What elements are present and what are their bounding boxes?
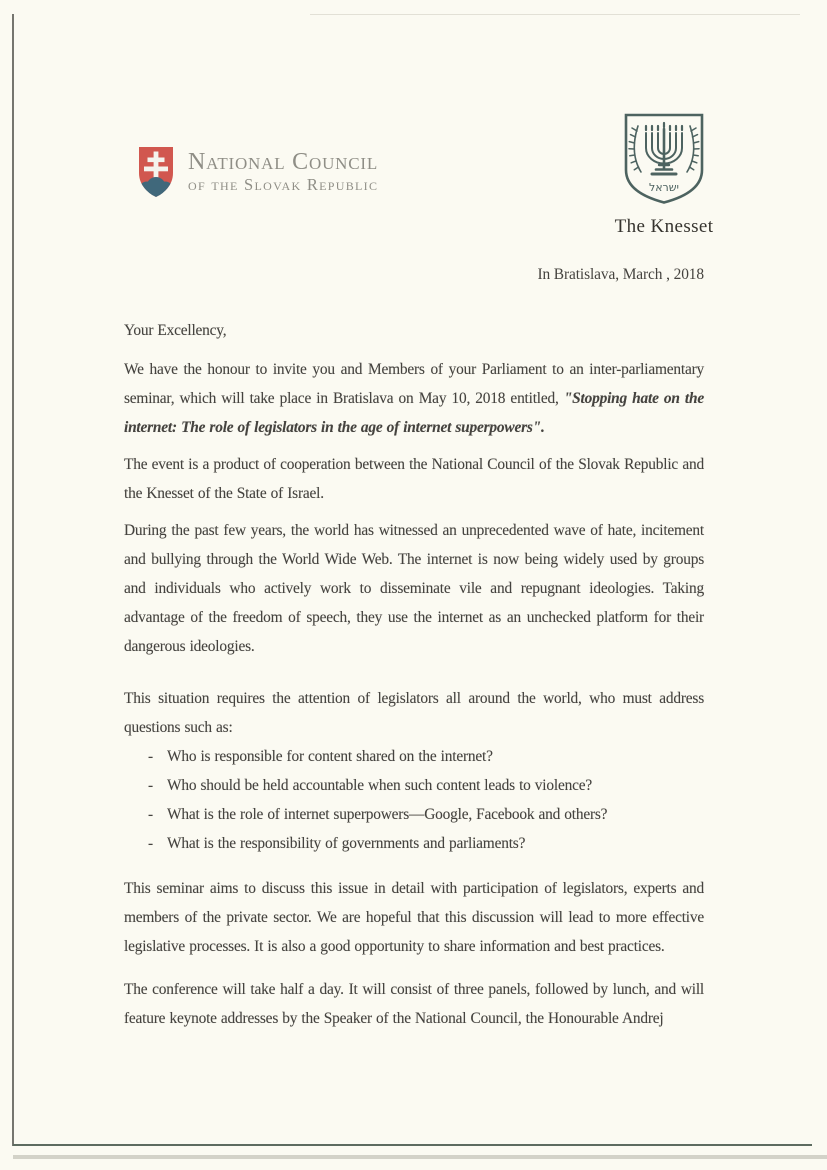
paragraph-seminar-aims: This seminar aims to discuss this issue in detail with participation of legislators, experts and members of the private sector. We are hopeful that this discussion will lead to more effective legislative processes. It is also a good opportunity to share information and best practices. <box>124 880 704 955</box>
list-item <box>148 771 704 800</box>
salutation: Your Excellency, <box>124 322 227 339</box>
knesset-emblem-icon <box>618 112 710 208</box>
letter-dateline: In Bratislava, March , 2018 <box>537 266 704 283</box>
scan-edge-left <box>12 14 14 1146</box>
paragraph-cooperation: The event is a product of cooperation between the National Council of the Slovak Republic and the Knesset of the State of Israel. <box>124 456 704 502</box>
list-item <box>148 800 704 829</box>
knesset-hebrew-text: ישראל <box>648 181 680 194</box>
slovak-council-name: National Council <box>188 149 379 176</box>
slovak-national-council-logo <box>136 145 378 199</box>
scan-edge-bottom-shadow <box>13 1155 827 1159</box>
bullet-dash: - <box>148 748 153 765</box>
questions-list <box>124 742 704 858</box>
scan-edge-top <box>310 14 800 15</box>
bullet-dash: - <box>148 806 153 823</box>
letter-body <box>124 316 704 1033</box>
question-text: What is the role of internet superpowers—Google, Facebook and others? <box>167 806 608 823</box>
bullet-dash: - <box>148 835 153 852</box>
list-item <box>148 742 704 771</box>
knesset-caption: The Knesset <box>614 216 714 237</box>
paragraph-invitation <box>124 355 704 442</box>
slovak-coat-of-arms-icon <box>136 145 176 199</box>
question-text: Who should be held accountable when such content leads to violence? <box>167 777 592 794</box>
seminar-title: "Stopping hate on the internet: The role of legislators in the age of internet superpowers". <box>124 390 704 436</box>
knesset-logo <box>605 112 723 238</box>
list-item <box>148 829 704 858</box>
paragraph-background: During the past few years, the world has witnessed an unprecedented wave of hate, incitement and bullying through the World Wide Web. The internet is now being widely used by groups and individuals who actively work to disseminate vile and repugnant ideologies. Taking advantage of the freedom of speech, they use the internet as an unchecked platform for their dangerous ideologies. <box>124 522 704 655</box>
question-text: Who is responsible for content shared on the internet? <box>167 748 493 765</box>
paragraph-questions-intro: This situation requires the attention of legislators all around the world, who must address questions such as: <box>124 690 704 736</box>
paragraph-conference-details: The conference will take half a day. It will consist of three panels, followed by lunch, and will feature keynote addresses by the Speaker of the National Council, the Honourable Andrej <box>124 981 704 1027</box>
slovak-council-wordmark <box>188 150 378 194</box>
invitation-text: We have the honour to invite you and Members of your Parliament to an inter-parliamentary seminar, which will take place in Bratislava on May 10, 2018 entitled, <box>124 361 704 407</box>
scan-edge-bottom <box>13 1144 812 1146</box>
slovak-council-subtitle: of the Slovak Republic <box>188 175 379 195</box>
question-text: What is the responsibility of governments and parliaments? <box>167 835 526 852</box>
bullet-dash: - <box>148 777 153 794</box>
